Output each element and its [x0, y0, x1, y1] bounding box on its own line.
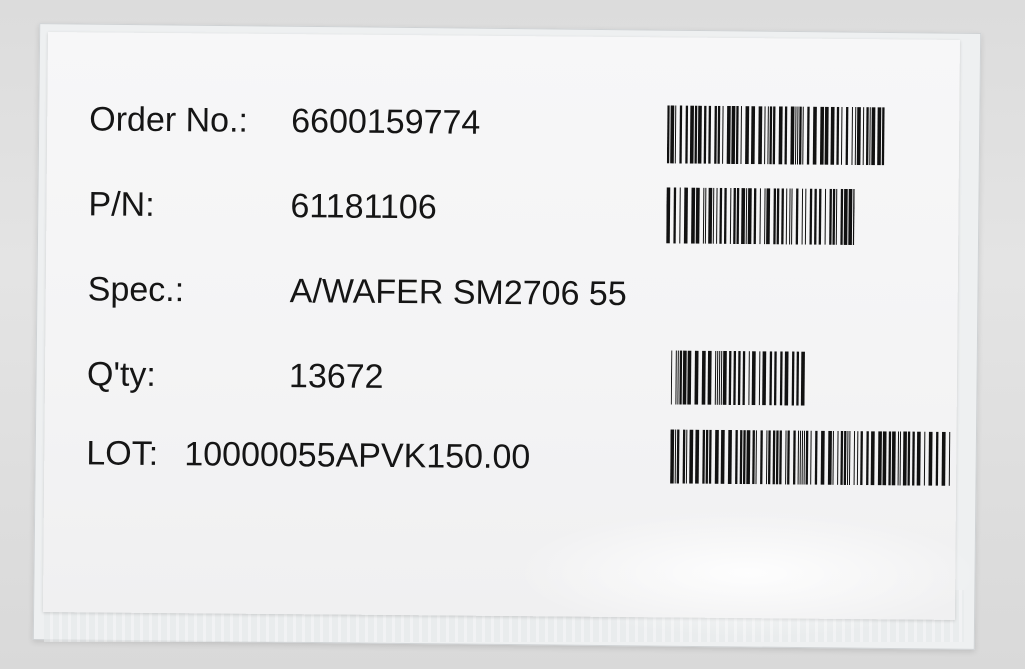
barcode-bar — [790, 106, 794, 164]
barcode-bar — [866, 107, 869, 165]
barcode-bar — [666, 187, 670, 243]
barcode-bar — [689, 430, 693, 484]
barcode-bar — [942, 432, 946, 486]
barcode-bar — [685, 106, 688, 164]
barcode-bar — [830, 107, 834, 165]
barcode-bar — [684, 188, 688, 244]
barcode-bar — [800, 431, 801, 485]
barcode-bar — [717, 351, 718, 405]
barcode-bar — [863, 107, 865, 165]
barcode-bar — [791, 188, 792, 244]
barcode-bar — [764, 188, 765, 244]
barcode-bar — [740, 430, 743, 484]
spec-label: Spec.: — [87, 270, 185, 310]
barcode-bar — [670, 429, 674, 483]
barcode-bar — [709, 430, 712, 484]
barcode-bar — [802, 107, 804, 165]
barcode-bar — [924, 432, 925, 486]
quantity-value: 13672 — [288, 357, 384, 396]
barcode-bar — [807, 107, 810, 165]
barcode-bar — [721, 430, 725, 484]
barcode-bar — [683, 430, 686, 484]
barcode-bar — [667, 105, 670, 163]
barcode-bar — [773, 106, 776, 164]
barcode-bar — [825, 189, 826, 245]
barcode-bar — [789, 188, 790, 244]
barcode-bar — [903, 431, 907, 485]
barcode-bar — [795, 107, 797, 165]
barcode-bar — [694, 106, 697, 164]
barcode-bar — [792, 352, 795, 406]
barcode-bar — [855, 107, 857, 165]
barcode-bar — [736, 188, 739, 244]
part-number-barcode-icon — [666, 187, 854, 245]
barcode-bar — [928, 432, 932, 486]
barcode-bar — [785, 430, 786, 484]
barcode-bar — [871, 431, 875, 485]
barcode-bar — [809, 189, 812, 245]
barcode-bar — [869, 107, 871, 165]
quantity-label: Q'ty: — [86, 355, 157, 394]
barcode-bar — [825, 107, 829, 165]
barcode-bar — [675, 350, 676, 404]
barcode-bar — [840, 431, 843, 485]
barcode-bar — [738, 351, 741, 405]
barcode-bar — [708, 351, 712, 405]
barcode-bar — [912, 432, 915, 486]
barcode-bar — [882, 107, 885, 165]
barcode-bar — [779, 430, 782, 484]
barcode-bar — [768, 430, 771, 484]
barcode-bar — [702, 351, 706, 405]
lot-value: 10000055APVK150.00 — [184, 435, 531, 477]
barcode-bar — [748, 351, 749, 405]
part-number-value: 61181106 — [290, 187, 437, 227]
barcode-bar — [846, 107, 849, 165]
barcode-bar — [715, 430, 719, 484]
barcode-bar — [857, 431, 858, 485]
order-number-value: 6600159774 — [291, 102, 481, 142]
barcode-bar — [949, 432, 950, 486]
spec-value: A/WAFER SM2706 55 — [289, 272, 627, 314]
barcode-bar — [760, 430, 763, 484]
barcode-bar — [907, 432, 910, 486]
barcode-bar — [733, 351, 736, 405]
barcode-bar — [802, 189, 803, 245]
barcode-bar — [671, 350, 672, 404]
barcode-bar — [751, 106, 755, 164]
barcode-bar — [745, 106, 749, 164]
barcode-bar — [683, 351, 687, 405]
barcode-bar — [716, 188, 717, 244]
barcode-bar — [836, 107, 839, 165]
barcode-bar — [752, 430, 755, 484]
barcode-bar — [675, 429, 676, 483]
barcode-bar — [679, 351, 682, 405]
barcode-bar — [762, 351, 766, 405]
barcode-bar — [801, 352, 805, 406]
spec-row — [87, 270, 627, 314]
barcode-bar — [787, 430, 790, 484]
barcode-bar — [704, 106, 707, 164]
barcode-bar — [900, 431, 901, 485]
barcode-bar — [871, 107, 875, 165]
barcode-bar — [741, 188, 745, 244]
barcode-bar — [708, 188, 712, 244]
order-number-barcode-icon — [667, 105, 885, 165]
barcode-bar — [806, 431, 809, 485]
barcode-bar — [727, 106, 731, 164]
barcode-bar — [740, 106, 742, 164]
barcode-bar — [814, 189, 817, 245]
barcode-bar — [742, 351, 745, 405]
barcode-bar — [776, 430, 779, 484]
barcode-bar — [706, 430, 709, 484]
barcode-bar — [730, 188, 731, 244]
barcode-bar — [773, 430, 776, 484]
barcode-bar — [786, 188, 787, 244]
barcode-bar — [743, 430, 746, 484]
barcode-bar — [844, 189, 848, 245]
barcode-bar — [759, 188, 760, 244]
barcode-bar — [729, 351, 732, 405]
barcode-bar — [769, 351, 772, 405]
lot-barcode-icon — [670, 429, 950, 485]
barcode-bar — [679, 188, 680, 244]
barcode-bar — [780, 351, 783, 405]
lot-label: LOT: — [86, 434, 159, 473]
barcode-bar — [847, 431, 848, 485]
barcode-bar — [752, 351, 756, 405]
barcode-bar — [797, 107, 799, 165]
barcode-bar — [804, 431, 805, 485]
quantity-row — [86, 355, 384, 396]
barcode-bar — [774, 351, 777, 405]
barcode-bar — [898, 431, 899, 485]
quantity-barcode-icon — [671, 350, 805, 405]
barcode-bar — [820, 107, 824, 165]
barcode-bar — [821, 431, 825, 485]
barcode-bar — [719, 188, 722, 244]
barcode-bar — [746, 188, 747, 244]
barcode-bar — [853, 189, 855, 245]
barcode-bar — [777, 188, 780, 244]
barcode-bar — [758, 106, 762, 164]
barcode-bar — [677, 351, 678, 405]
barcode-bar — [687, 351, 691, 405]
barcode-bar — [882, 431, 886, 485]
barcode-bar — [733, 188, 736, 244]
order-number-row — [89, 100, 481, 142]
barcode-bar — [854, 431, 855, 485]
barcode-bar — [828, 431, 832, 485]
barcode-bar — [815, 431, 818, 485]
barcode-bar — [679, 106, 682, 164]
barcode-bar — [719, 351, 720, 405]
barcode-bar — [767, 106, 769, 164]
barcode-bar — [796, 189, 799, 245]
barcode-bar — [766, 430, 767, 484]
barcode-bar — [698, 106, 702, 164]
barcode-bar — [691, 188, 695, 244]
barcode-bar — [917, 432, 921, 486]
barcode-bar — [844, 431, 847, 485]
barcode-bar — [878, 431, 882, 485]
barcode-bar — [793, 431, 796, 485]
barcode-bar — [728, 430, 732, 484]
barcode-bar — [675, 105, 677, 163]
barcode-bar — [796, 352, 799, 406]
barcode-bar — [813, 107, 817, 165]
part-number-label: P/N: — [88, 185, 155, 224]
barcode-bar — [798, 431, 799, 485]
barcode-bar — [705, 188, 706, 244]
shipping-label — [43, 32, 960, 620]
barcode-bar — [755, 430, 756, 484]
barcode-bar — [837, 431, 838, 485]
barcode-bar — [695, 430, 699, 484]
barcode-bar — [840, 189, 843, 245]
barcode-bar — [759, 351, 760, 405]
barcode-bar — [690, 106, 694, 164]
barcode-bar — [848, 189, 852, 245]
barcode-bar — [829, 189, 832, 245]
barcode-bar — [673, 187, 676, 243]
barcode-bar — [677, 430, 680, 484]
barcode-bar — [784, 106, 787, 164]
barcode-bar — [721, 351, 722, 405]
barcode-bar — [746, 430, 750, 484]
barcode-bar — [694, 351, 698, 405]
barcode-bar — [708, 106, 711, 164]
barcode-bar — [748, 188, 752, 244]
barcode-bar — [714, 106, 717, 164]
barcode-bar — [736, 106, 739, 164]
order-number-label: Order No.: — [89, 100, 249, 140]
barcode-bar — [936, 432, 939, 486]
barcode-bar — [779, 106, 783, 164]
barcode-bar — [819, 189, 822, 245]
barcode-bar — [892, 431, 896, 485]
barcode-bar — [764, 106, 766, 164]
barcode-bar — [851, 107, 853, 165]
barcode-bar — [731, 106, 735, 164]
lot-row — [86, 434, 531, 477]
barcode-bar — [686, 430, 687, 484]
part-number-row — [88, 185, 437, 227]
barcode-bar — [702, 430, 705, 484]
barcode-bar — [857, 107, 861, 165]
barcode-bar — [799, 107, 802, 165]
barcode-bar — [866, 431, 869, 485]
barcode-bar — [841, 107, 843, 165]
barcode-bar — [703, 188, 704, 244]
barcode-bar — [715, 351, 716, 405]
barcode-bar — [769, 106, 772, 164]
barcode-bar — [754, 188, 757, 244]
barcode-bar — [802, 431, 803, 485]
barcode-bar — [860, 431, 863, 485]
barcode-bar — [724, 188, 727, 244]
barcode-bar — [670, 105, 674, 163]
barcode-bar — [810, 431, 811, 485]
barcode-bar — [836, 189, 837, 245]
barcode-bar — [832, 431, 833, 485]
barcode-bar — [832, 189, 835, 245]
barcode-bar — [722, 106, 724, 164]
barcode-bar — [877, 107, 881, 165]
barcode-bar — [784, 351, 788, 405]
barcode-bar — [735, 430, 738, 484]
barcode-bar — [713, 188, 714, 244]
barcode-bar — [766, 188, 770, 244]
barcode-bar — [849, 431, 850, 485]
barcode-bar — [723, 351, 727, 405]
barcode-bar — [888, 431, 891, 485]
barcode-bar — [805, 189, 806, 245]
barcode-bar — [773, 188, 776, 244]
barcode-bar — [781, 188, 784, 244]
barcode-bar — [696, 188, 700, 244]
barcode-bar — [717, 106, 720, 164]
